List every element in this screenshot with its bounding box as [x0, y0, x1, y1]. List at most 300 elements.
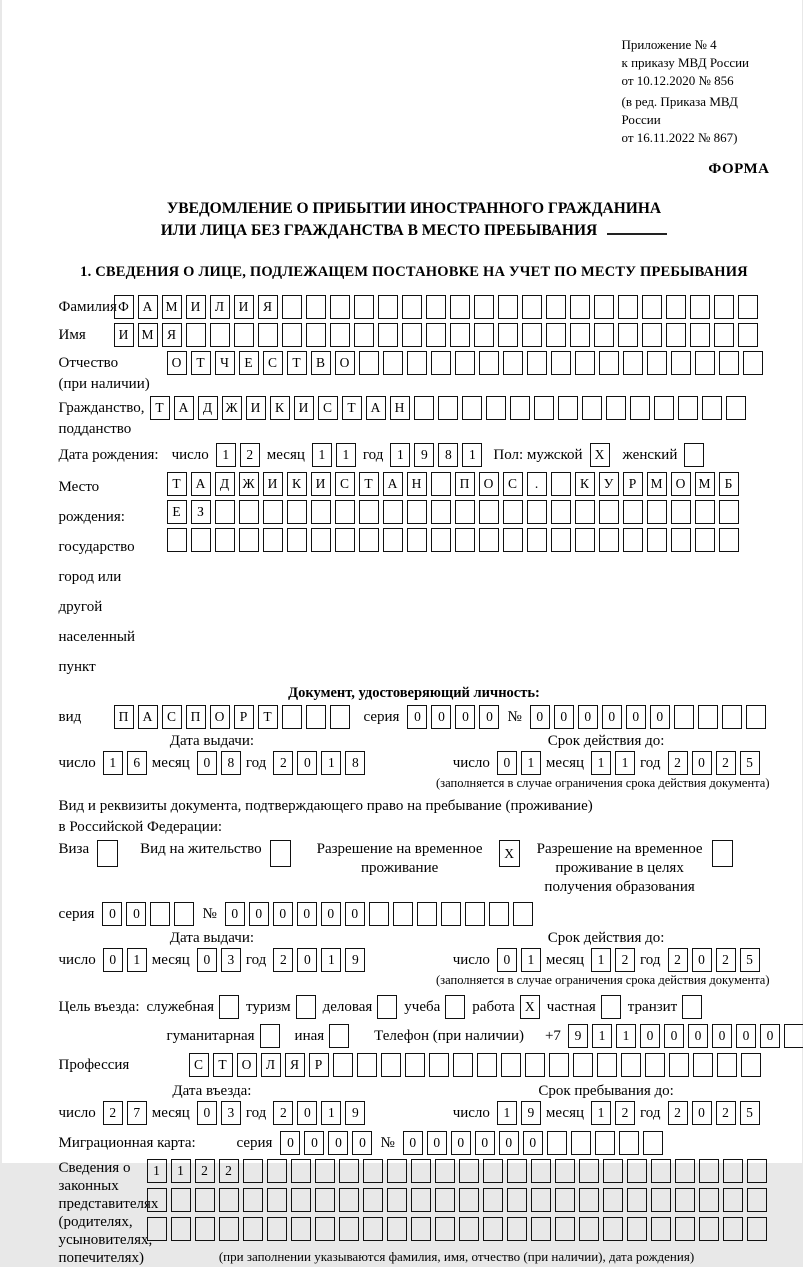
form-cell[interactable]	[329, 1024, 349, 1048]
form-cell[interactable]: 0	[736, 1024, 756, 1048]
form-cell[interactable]: 0	[403, 1131, 423, 1155]
form-cell[interactable]	[426, 323, 446, 347]
form-cell[interactable]: 3	[221, 1101, 241, 1125]
form-cell[interactable]	[479, 351, 499, 375]
form-cell[interactable]: 2	[195, 1159, 215, 1183]
form-cell[interactable]	[717, 1053, 737, 1077]
form-cell[interactable]: 0	[499, 1131, 519, 1155]
form-cell[interactable]	[431, 472, 451, 496]
form-cell[interactable]	[501, 1053, 521, 1077]
form-cell[interactable]: Т	[342, 396, 362, 420]
profession-boxes[interactable]	[189, 1053, 761, 1077]
form-cell[interactable]: 0	[664, 1024, 684, 1048]
form-cell[interactable]: К	[575, 472, 595, 496]
form-cell[interactable]	[359, 351, 379, 375]
form-cell[interactable]	[712, 840, 733, 867]
form-cell[interactable]	[150, 902, 170, 926]
form-cell[interactable]: И	[114, 323, 134, 347]
form-cell[interactable]	[654, 396, 674, 420]
form-cell[interactable]: 1	[321, 1101, 341, 1125]
form-cell[interactable]: С	[318, 396, 338, 420]
form-cell[interactable]	[623, 500, 643, 524]
form-cell[interactable]: Т	[213, 1053, 233, 1077]
form-cell[interactable]	[603, 1217, 623, 1241]
purpose-official-checkbox[interactable]	[219, 995, 239, 1019]
birth-place-row2-boxes[interactable]	[167, 500, 739, 524]
form-cell[interactable]	[522, 295, 542, 319]
form-cell[interactable]	[147, 1217, 167, 1241]
form-cell[interactable]: М	[647, 472, 667, 496]
form-cell[interactable]	[357, 1053, 377, 1077]
form-cell[interactable]	[267, 1217, 287, 1241]
form-cell[interactable]: 1	[147, 1159, 167, 1183]
form-cell[interactable]: 0	[197, 751, 217, 775]
form-cell[interactable]	[603, 1159, 623, 1183]
form-cell[interactable]: П	[186, 705, 206, 729]
form-cell[interactable]: 0	[497, 751, 517, 775]
form-cell[interactable]	[726, 396, 746, 420]
form-cell[interactable]	[741, 1053, 761, 1077]
form-cell[interactable]	[479, 528, 499, 552]
form-cell[interactable]	[311, 500, 331, 524]
form-cell[interactable]	[699, 1188, 719, 1212]
form-cell[interactable]	[549, 1053, 569, 1077]
form-cell[interactable]	[675, 1188, 695, 1212]
form-cell[interactable]: 9	[345, 1101, 365, 1125]
form-cell[interactable]	[527, 528, 547, 552]
name-boxes[interactable]	[114, 323, 758, 347]
form-cell[interactable]: 0	[523, 1131, 543, 1155]
form-cell[interactable]	[435, 1217, 455, 1241]
form-cell[interactable]: 2	[668, 751, 688, 775]
form-cell[interactable]	[260, 1024, 280, 1048]
form-cell[interactable]: 0	[197, 1101, 217, 1125]
form-cell[interactable]: 1	[616, 1024, 636, 1048]
form-cell[interactable]: 2	[668, 1101, 688, 1125]
form-cell[interactable]	[690, 295, 710, 319]
form-cell[interactable]: 0	[497, 948, 517, 972]
form-cell[interactable]	[296, 995, 316, 1019]
surname-boxes[interactable]	[114, 295, 758, 319]
form-cell[interactable]	[239, 500, 259, 524]
form-cell[interactable]	[191, 528, 211, 552]
form-cell[interactable]	[575, 351, 595, 375]
form-cell[interactable]	[571, 1131, 591, 1155]
form-cell[interactable]	[263, 528, 283, 552]
form-cell[interactable]	[513, 902, 533, 926]
representatives-row2-boxes[interactable]	[147, 1188, 767, 1212]
form-cell[interactable]	[441, 902, 461, 926]
form-cell[interactable]	[606, 396, 626, 420]
form-cell[interactable]: 1	[321, 751, 341, 775]
form-cell[interactable]: 0	[126, 902, 146, 926]
form-cell[interactable]	[330, 295, 350, 319]
form-cell[interactable]: 1	[312, 443, 332, 467]
form-cell[interactable]: 0	[345, 902, 365, 926]
form-cell[interactable]	[407, 351, 427, 375]
form-cell[interactable]: И	[246, 396, 266, 420]
form-cell[interactable]: 5	[740, 1101, 760, 1125]
permit-issue-day[interactable]	[103, 948, 147, 972]
sex-male-checkbox[interactable]	[590, 443, 610, 467]
form-cell[interactable]: 2	[716, 1101, 736, 1125]
permit-valid-month[interactable]	[591, 948, 635, 972]
form-cell[interactable]	[630, 396, 650, 420]
form-cell[interactable]	[555, 1217, 575, 1241]
form-cell[interactable]	[551, 500, 571, 524]
form-cell[interactable]	[330, 705, 350, 729]
form-cell[interactable]: 2	[615, 1101, 635, 1125]
sex-female-checkbox[interactable]	[684, 443, 704, 467]
form-cell[interactable]	[546, 295, 566, 319]
form-cell[interactable]: М	[695, 472, 715, 496]
form-cell[interactable]	[455, 351, 475, 375]
form-cell[interactable]	[174, 902, 194, 926]
form-cell[interactable]: 1	[127, 948, 147, 972]
form-cell[interactable]	[719, 500, 739, 524]
form-cell[interactable]: И	[186, 295, 206, 319]
form-cell[interactable]	[651, 1159, 671, 1183]
form-cell[interactable]	[621, 1053, 641, 1077]
form-cell[interactable]	[243, 1217, 263, 1241]
representatives-row1-boxes[interactable]	[147, 1159, 767, 1183]
form-cell[interactable]: 5	[740, 948, 760, 972]
form-cell[interactable]	[651, 1188, 671, 1212]
purpose-other-checkbox[interactable]	[329, 1024, 349, 1048]
birth-month-boxes[interactable]	[312, 443, 356, 467]
form-cell[interactable]	[503, 500, 523, 524]
form-cell[interactable]: 1	[321, 948, 341, 972]
birth-place-row3-boxes[interactable]	[167, 528, 739, 552]
residence-permit-checkbox[interactable]	[270, 840, 291, 867]
form-cell[interactable]: А	[138, 295, 158, 319]
form-cell[interactable]	[435, 1188, 455, 1212]
form-cell[interactable]	[219, 1188, 239, 1212]
form-cell[interactable]	[619, 1131, 639, 1155]
form-cell[interactable]: О	[479, 472, 499, 496]
form-cell[interactable]	[287, 500, 307, 524]
form-cell[interactable]	[695, 500, 715, 524]
form-cell[interactable]	[291, 1188, 311, 1212]
form-cell[interactable]: 8	[345, 751, 365, 775]
form-cell[interactable]	[695, 528, 715, 552]
form-cell[interactable]	[263, 500, 283, 524]
form-cell[interactable]	[306, 323, 326, 347]
passport-valid-month[interactable]	[591, 751, 635, 775]
form-cell[interactable]	[465, 902, 485, 926]
form-cell[interactable]	[595, 1131, 615, 1155]
form-cell[interactable]: 2	[615, 948, 635, 972]
form-cell[interactable]: 1	[591, 1101, 611, 1125]
form-cell[interactable]	[431, 500, 451, 524]
form-cell[interactable]	[282, 705, 302, 729]
permit-issue-year[interactable]	[273, 948, 365, 972]
passport-issue-day[interactable]	[103, 751, 147, 775]
form-cell[interactable]	[429, 1053, 449, 1077]
form-cell[interactable]	[243, 1159, 263, 1183]
form-cell[interactable]	[383, 351, 403, 375]
form-cell[interactable]	[719, 351, 739, 375]
form-cell[interactable]: О	[210, 705, 230, 729]
form-cell[interactable]	[414, 396, 434, 420]
form-cell[interactable]: К	[287, 472, 307, 496]
doc-number-boxes[interactable]	[530, 705, 766, 729]
form-cell[interactable]	[623, 528, 643, 552]
form-cell[interactable]: Я	[162, 323, 182, 347]
form-cell[interactable]: Р	[623, 472, 643, 496]
form-cell[interactable]	[411, 1159, 431, 1183]
form-cell[interactable]: 1	[103, 751, 123, 775]
form-cell[interactable]	[234, 323, 254, 347]
form-cell[interactable]	[339, 1188, 359, 1212]
form-cell[interactable]	[445, 995, 465, 1019]
form-cell[interactable]	[719, 528, 739, 552]
purpose-tourism-checkbox[interactable]	[296, 995, 316, 1019]
form-cell[interactable]	[582, 396, 602, 420]
phone-boxes[interactable]	[568, 1024, 803, 1048]
form-cell[interactable]: 0	[352, 1131, 372, 1155]
form-cell[interactable]	[267, 1159, 287, 1183]
form-cell[interactable]	[682, 995, 702, 1019]
form-cell[interactable]	[363, 1217, 383, 1241]
form-cell[interactable]	[330, 323, 350, 347]
form-cell[interactable]	[671, 528, 691, 552]
form-cell[interactable]	[383, 500, 403, 524]
form-cell[interactable]	[359, 528, 379, 552]
form-cell[interactable]	[459, 1159, 479, 1183]
form-cell[interactable]	[483, 1188, 503, 1212]
form-cell[interactable]: 7	[127, 1101, 147, 1125]
form-cell[interactable]: 0	[475, 1131, 495, 1155]
form-cell[interactable]	[97, 840, 118, 867]
visa-checkbox[interactable]	[97, 840, 118, 867]
form-cell[interactable]	[738, 295, 758, 319]
form-cell[interactable]: 0	[197, 948, 217, 972]
form-cell[interactable]: 0	[103, 948, 123, 972]
form-cell[interactable]: 2	[273, 751, 293, 775]
form-cell[interactable]	[575, 500, 595, 524]
form-cell[interactable]	[531, 1188, 551, 1212]
form-cell[interactable]: 0	[297, 751, 317, 775]
entry-month[interactable]	[197, 1101, 241, 1125]
form-cell[interactable]	[359, 500, 379, 524]
form-cell[interactable]: 0	[602, 705, 622, 729]
form-cell[interactable]: 0	[760, 1024, 780, 1048]
form-cell[interactable]	[411, 1188, 431, 1212]
form-cell[interactable]	[462, 396, 482, 420]
form-cell[interactable]: 0	[249, 902, 269, 926]
form-cell[interactable]: 0	[692, 948, 712, 972]
form-cell[interactable]	[195, 1188, 215, 1212]
form-cell[interactable]: 9	[414, 443, 434, 467]
form-cell[interactable]: 0	[692, 1101, 712, 1125]
form-cell[interactable]	[195, 1217, 215, 1241]
form-cell[interactable]	[210, 323, 230, 347]
form-cell[interactable]: 0	[578, 705, 598, 729]
form-cell[interactable]	[426, 295, 446, 319]
form-cell[interactable]	[354, 323, 374, 347]
form-cell[interactable]	[534, 396, 554, 420]
form-cell[interactable]	[675, 1217, 695, 1241]
temp-residence-edu-checkbox[interactable]	[712, 840, 733, 867]
permit-valid-day[interactable]	[497, 948, 541, 972]
form-cell[interactable]	[378, 295, 398, 319]
form-cell[interactable]	[558, 396, 578, 420]
form-cell[interactable]	[315, 1188, 335, 1212]
form-cell[interactable]: Д	[215, 472, 235, 496]
form-cell[interactable]	[579, 1188, 599, 1212]
form-cell[interactable]	[627, 1188, 647, 1212]
form-cell[interactable]: 0	[280, 1131, 300, 1155]
form-cell[interactable]	[510, 396, 530, 420]
form-cell[interactable]	[623, 351, 643, 375]
form-cell[interactable]	[594, 323, 614, 347]
form-cell[interactable]	[369, 902, 389, 926]
form-cell[interactable]	[627, 1159, 647, 1183]
form-cell[interactable]	[746, 705, 766, 729]
form-cell[interactable]	[282, 323, 302, 347]
form-cell[interactable]: О	[335, 351, 355, 375]
form-cell[interactable]	[666, 323, 686, 347]
form-cell[interactable]	[503, 528, 523, 552]
form-cell[interactable]	[411, 1217, 431, 1241]
form-cell[interactable]	[723, 1159, 743, 1183]
form-cell[interactable]: 0	[321, 902, 341, 926]
form-cell[interactable]	[684, 443, 704, 467]
form-cell[interactable]	[387, 1188, 407, 1212]
form-cell[interactable]	[483, 1159, 503, 1183]
form-cell[interactable]	[287, 528, 307, 552]
purpose-study-checkbox[interactable]	[445, 995, 465, 1019]
form-cell[interactable]: 2	[219, 1159, 239, 1183]
form-cell[interactable]	[503, 351, 523, 375]
form-cell[interactable]	[669, 1053, 689, 1077]
form-cell[interactable]: 0	[273, 902, 293, 926]
form-cell[interactable]	[579, 1159, 599, 1183]
form-cell[interactable]: 8	[221, 751, 241, 775]
form-cell[interactable]: Р	[309, 1053, 329, 1077]
form-cell[interactable]: И	[294, 396, 314, 420]
form-cell[interactable]	[601, 995, 621, 1019]
stay-day[interactable]	[497, 1101, 541, 1125]
form-cell[interactable]	[647, 528, 667, 552]
form-cell[interactable]: У	[599, 472, 619, 496]
form-cell[interactable]: 0	[297, 1101, 317, 1125]
form-cell[interactable]: Ж	[222, 396, 242, 420]
form-cell[interactable]: X	[590, 443, 610, 467]
form-cell[interactable]: 0	[455, 705, 475, 729]
form-cell[interactable]	[642, 295, 662, 319]
form-cell[interactable]	[671, 500, 691, 524]
form-cell[interactable]	[675, 1159, 695, 1183]
form-cell[interactable]	[527, 351, 547, 375]
form-cell[interactable]	[551, 528, 571, 552]
form-cell[interactable]	[573, 1053, 593, 1077]
form-cell[interactable]: 0	[451, 1131, 471, 1155]
form-cell[interactable]: 1	[171, 1159, 191, 1183]
form-cell[interactable]: П	[455, 472, 475, 496]
form-cell[interactable]	[647, 351, 667, 375]
form-cell[interactable]: С	[335, 472, 355, 496]
form-cell[interactable]	[405, 1053, 425, 1077]
form-cell[interactable]: Т	[258, 705, 278, 729]
citizenship-boxes[interactable]	[150, 396, 746, 420]
form-cell[interactable]	[651, 1217, 671, 1241]
form-cell[interactable]: 0	[297, 948, 317, 972]
form-cell[interactable]: 1	[497, 1101, 517, 1125]
form-cell[interactable]	[354, 295, 374, 319]
form-cell[interactable]	[215, 500, 235, 524]
passport-valid-day[interactable]	[497, 751, 541, 775]
form-cell[interactable]	[747, 1159, 767, 1183]
form-cell[interactable]	[431, 351, 451, 375]
form-cell[interactable]: 0	[530, 705, 550, 729]
form-cell[interactable]	[407, 528, 427, 552]
form-cell[interactable]	[555, 1159, 575, 1183]
purpose-humanitarian-checkbox[interactable]	[260, 1024, 280, 1048]
form-cell[interactable]	[693, 1053, 713, 1077]
form-cell[interactable]	[453, 1053, 473, 1077]
passport-valid-year[interactable]	[668, 751, 760, 775]
form-cell[interactable]	[243, 1188, 263, 1212]
form-cell[interactable]	[306, 295, 326, 319]
form-cell[interactable]: Ч	[215, 351, 235, 375]
form-cell[interactable]	[258, 323, 278, 347]
purpose-transit-checkbox[interactable]	[682, 995, 702, 1019]
form-cell[interactable]: 0	[688, 1024, 708, 1048]
form-cell[interactable]	[474, 295, 494, 319]
form-cell[interactable]: 3	[221, 948, 241, 972]
form-cell[interactable]: М	[138, 323, 158, 347]
form-cell[interactable]: А	[138, 705, 158, 729]
form-cell[interactable]: 0	[297, 902, 317, 926]
form-cell[interactable]: 0	[692, 751, 712, 775]
form-cell[interactable]: 1	[521, 948, 541, 972]
form-cell[interactable]: X	[499, 840, 520, 867]
purpose-work-checkbox[interactable]	[520, 995, 540, 1019]
form-cell[interactable]	[575, 528, 595, 552]
passport-issue-month[interactable]	[197, 751, 241, 775]
form-cell[interactable]	[431, 528, 451, 552]
form-cell[interactable]	[383, 528, 403, 552]
form-cell[interactable]	[459, 1188, 479, 1212]
form-cell[interactable]	[603, 1188, 623, 1212]
form-cell[interactable]	[311, 528, 331, 552]
form-cell[interactable]	[498, 295, 518, 319]
form-cell[interactable]	[335, 528, 355, 552]
form-cell[interactable]: 2	[716, 948, 736, 972]
form-cell[interactable]	[315, 1159, 335, 1183]
form-cell[interactable]: О	[671, 472, 691, 496]
form-cell[interactable]	[486, 396, 506, 420]
form-cell[interactable]	[597, 1053, 617, 1077]
form-cell[interactable]	[215, 528, 235, 552]
doc-type-boxes[interactable]	[114, 705, 350, 729]
form-cell[interactable]	[363, 1188, 383, 1212]
temp-residence-checkbox[interactable]	[499, 840, 520, 867]
form-cell[interactable]	[627, 1217, 647, 1241]
form-cell[interactable]	[339, 1159, 359, 1183]
form-cell[interactable]	[702, 396, 722, 420]
form-cell[interactable]	[722, 705, 742, 729]
form-cell[interactable]	[450, 323, 470, 347]
form-cell[interactable]	[570, 295, 590, 319]
form-cell[interactable]: 6	[127, 751, 147, 775]
form-cell[interactable]: М	[162, 295, 182, 319]
form-cell[interactable]	[306, 705, 326, 729]
form-cell[interactable]	[507, 1188, 527, 1212]
birth-year-boxes[interactable]	[390, 443, 482, 467]
